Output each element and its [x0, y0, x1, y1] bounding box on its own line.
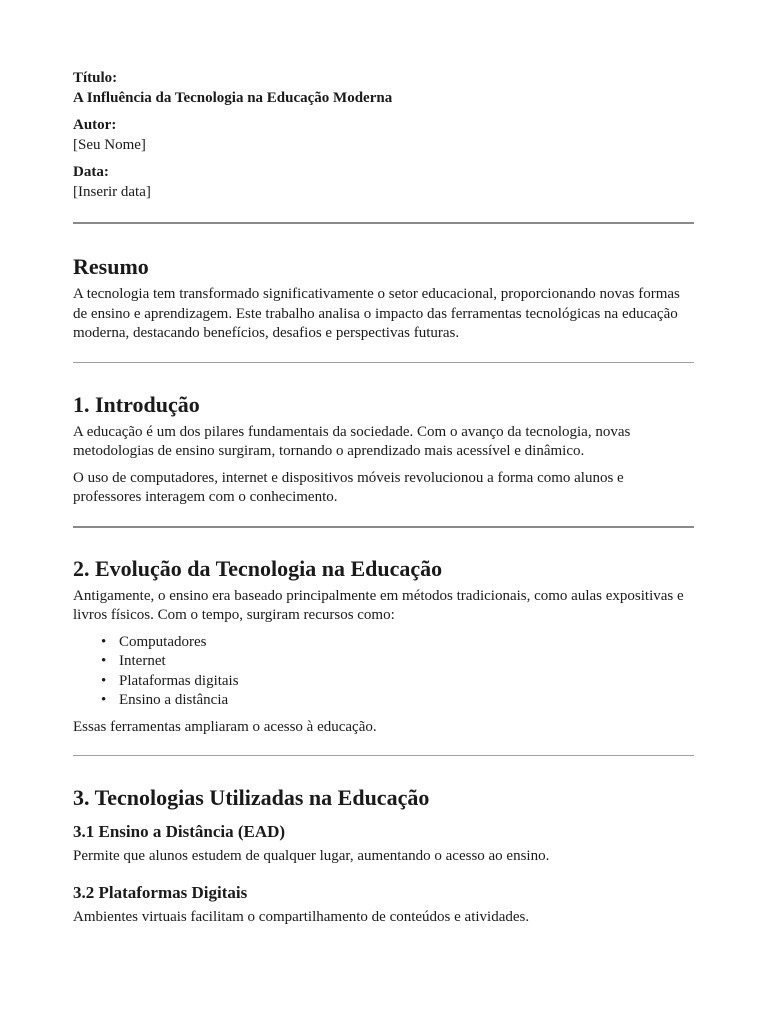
evolution-heading: 2. Evolução da Tecnologia na Educação	[73, 555, 443, 581]
date-value: [Inserir data]	[73, 184, 151, 200]
introduction-section	[73, 391, 694, 508]
document-title: A Influência da Tecnologia na Educação Moderna	[73, 90, 393, 106]
technologies-heading: 3. Tecnologias Utilizadas na Educação	[73, 785, 430, 810]
introduction-heading: 1. Introdução	[73, 391, 200, 417]
bullet-icon: •	[101, 672, 107, 689]
evolution-intro: Antigamente, o ensino era baseado principalmente em métodos tradicionais, como aulas expositivas e livros físicos. Com o tempo, surgiram recursos como:	[73, 587, 684, 623]
list-item	[101, 672, 694, 692]
list-item	[101, 633, 694, 653]
section-divider	[73, 526, 694, 528]
list-item	[101, 691, 694, 711]
subsection-text: Permite que alunos estudem de qualquer lugar, aumentando o acesso ao ensino.	[73, 848, 550, 864]
list-item-text: Internet	[119, 653, 166, 669]
title-label: Título:	[73, 70, 118, 86]
abstract-text: A tecnologia tem transformado significativamente o setor educacional, proporcionando novas formas de ensino e aprendizagem. Este trabalho analisa o impacto das ferramentas tecnológicas na educação moderna, destacando benefícios, desafios e perspectivas futuras.	[73, 286, 680, 341]
subsection-text: Ambientes virtuais facilitam o compartilhamento de conteúdos e atividades.	[73, 908, 530, 925]
bullet-icon: •	[101, 692, 107, 708]
subsection-heading: 3.2 Plataformas Digitais	[73, 882, 248, 902]
abstract-section	[73, 253, 694, 344]
list-item	[101, 652, 694, 672]
introduction-paragraph: A educação é um dos pilares fundamentais da sociedade. Com o avanço da tecnologia, novas metodologias de ensino surgiram, tornando o aprendizado mais acessível e dinâmico.	[73, 423, 631, 459]
author-value: [Seu Nome]	[73, 137, 146, 153]
evolution-section	[73, 555, 694, 738]
evolution-closing: Essas ferramentas ampliaram o acesso à educação.	[73, 718, 377, 735]
bullet-icon: •	[101, 633, 107, 650]
bullet-icon: •	[101, 653, 107, 669]
abstract-heading: Resumo	[73, 254, 149, 279]
author-label: Autor:	[73, 117, 117, 133]
section-divider	[73, 362, 694, 363]
section-divider	[73, 222, 694, 224]
section-divider	[73, 755, 694, 756]
list-item-text: Computadores	[119, 633, 207, 650]
list-item-text: Plataformas digitais	[119, 672, 239, 689]
subsection-heading: 3.1 Ensino a Distância (EAD)	[73, 822, 286, 841]
date-label: Data:	[73, 164, 109, 180]
introduction-paragraph: O uso de computadores, internet e dispositivos móveis revolucionou a forma como alunos e professores interagem com o conhecimento.	[73, 469, 624, 505]
technology-list	[73, 633, 694, 711]
technologies-section	[73, 784, 694, 927]
document-header	[73, 68, 694, 202]
list-item-text: Ensino a distância	[119, 692, 229, 708]
